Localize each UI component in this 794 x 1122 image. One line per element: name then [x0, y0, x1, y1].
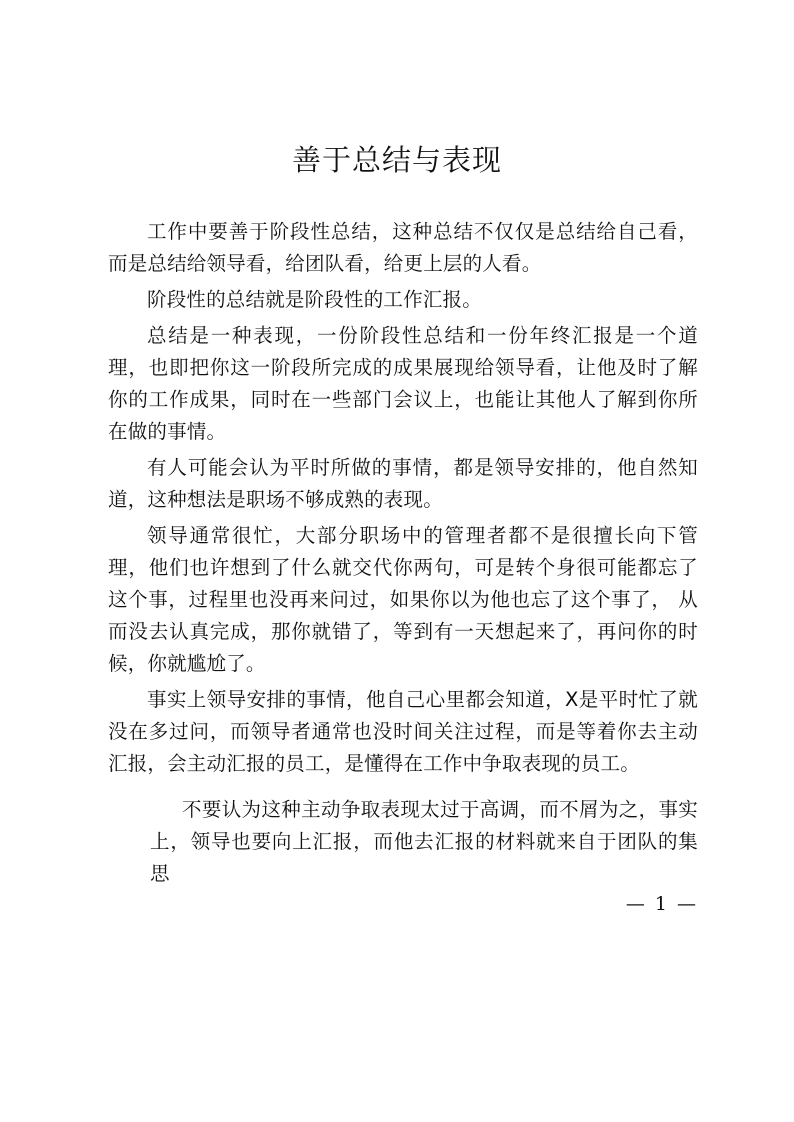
paragraph-6: 事实上领导安排的事情，他自己心里都会知道，X是平时忙了就没在多过问，而领导者通常也没时间关注过程，而是等着你去主动汇报，会主动汇报的员工，是懂得在工作中争取表现的员工。	[108, 688, 698, 775]
paragraph-4: 有人可能会认为平时所做的事情，都是领导安排的，他自然知道，这种想法是职场不够成熟的表现。	[108, 456, 698, 511]
document-body	[108, 216, 698, 894]
paragraph-3: 总结是一种表现，一份阶段性总结和一份年终汇报是一个道理，也即把你这一阶段所完成的成果展现给领导看，让他及时了解你的工作成果，同时在一些部门会议上，也能让其他人了解到你所在做的事情。	[108, 324, 698, 443]
page-number: — 1 —	[625, 893, 698, 915]
paragraph-5: 领导通常很忙，大部分职场中的管理者都不是很擅长向下管理，他们也许想到了什么就交代你两句，可是转个身很可能都忘了这个事，过程里也没再来问过，如果你以为他也忘了这个事了， 从而没去认真完成，那你就错了，等到有一天想起来了，再问你的时候，你就尴尬了。	[108, 524, 698, 675]
paragraph-7: 不要认为这种主动争取表现太过于高调，而不屑为之，事实上，领导也要向上汇报，而他去汇报的材料就来自于团队的集思	[150, 798, 698, 885]
page-title: 善于总结与表现	[291, 143, 502, 177]
paragraph-2: 阶段性的总结就是阶段性的工作汇报。	[147, 288, 482, 311]
paragraph-1: 工作中要善于阶段性总结，这种总结不仅仅是总结给自己看，而是总结给领导看，给团队看，给更上层的人看。	[108, 220, 698, 275]
